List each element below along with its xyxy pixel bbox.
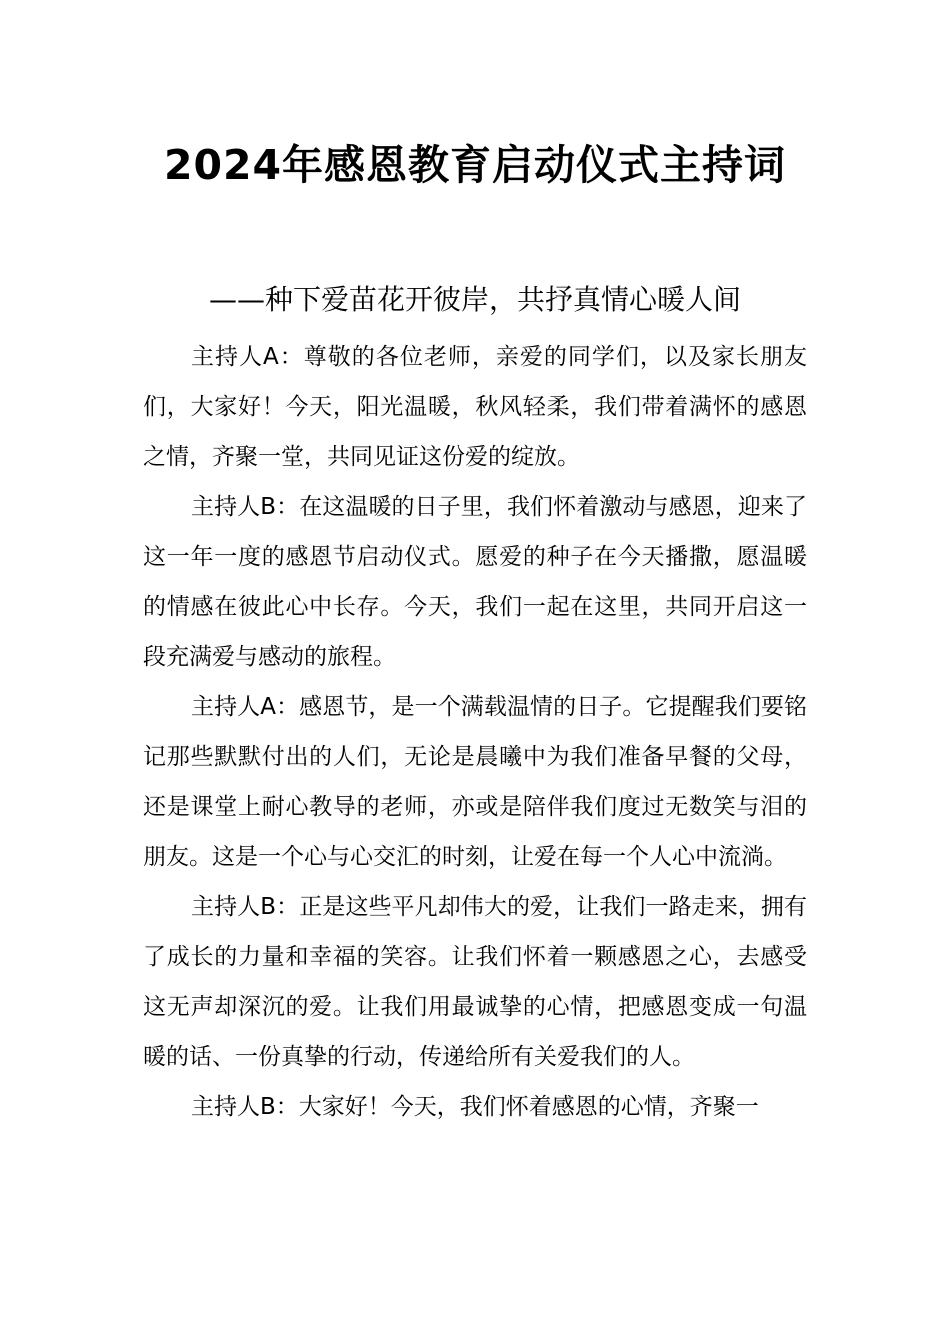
paragraph: 主持人B：大家好！今天，我们怀着感恩的心情，齐聚一 <box>191 1094 759 1120</box>
paragraph: 主持人A：尊敬的各位老师，亲爱的同学们，以及家长朋友们，大家好！今天，阳光温暖，秋风轻柔，我们带着满怀的感恩之情，齐聚一堂，共同见证这份爱的绽放。 <box>143 344 807 470</box>
paragraph: 主持人B：在这温暖的日子里，我们怀着激动与感恩，迎来了这一年一度的感恩节启动仪式。愿爱的种子在今天播撒，愿温暖的情感在彼此心中长存。今天，我们一起在这里，共同开启这一段充满爱与感动的旅程。 <box>143 494 807 670</box>
document-body <box>143 332 807 1132</box>
paragraph: 主持人A：感恩节，是一个满载温情的日子。它提醒我们要铭记那些默默付出的人们，无论是晨曦中为我们准备早餐的父母，还是课堂上耐心教导的老师，亦或是陪伴我们度过无数笑与泪的朋友。这是一个心与心交汇的时刻，让爱在每一个人心中流淌。 <box>143 694 807 870</box>
document-subtitle: ——种下爱苗花开彼岸，共抒真情心暖人间 <box>208 283 741 316</box>
paragraph: 主持人B：正是这些平凡却伟大的爱，让我们一路走来，拥有了成长的力量和幸福的笑容。让我们怀着一颗感恩之心，去感受这无声却深沉的爱。让我们用最诚挚的心情，把感恩变成一句温暖的话、一份真挚的行动，传递给所有关爱我们的人。 <box>143 894 807 1070</box>
document-title: 2024年感恩教育启动仪式主持词 <box>163 141 787 189</box>
